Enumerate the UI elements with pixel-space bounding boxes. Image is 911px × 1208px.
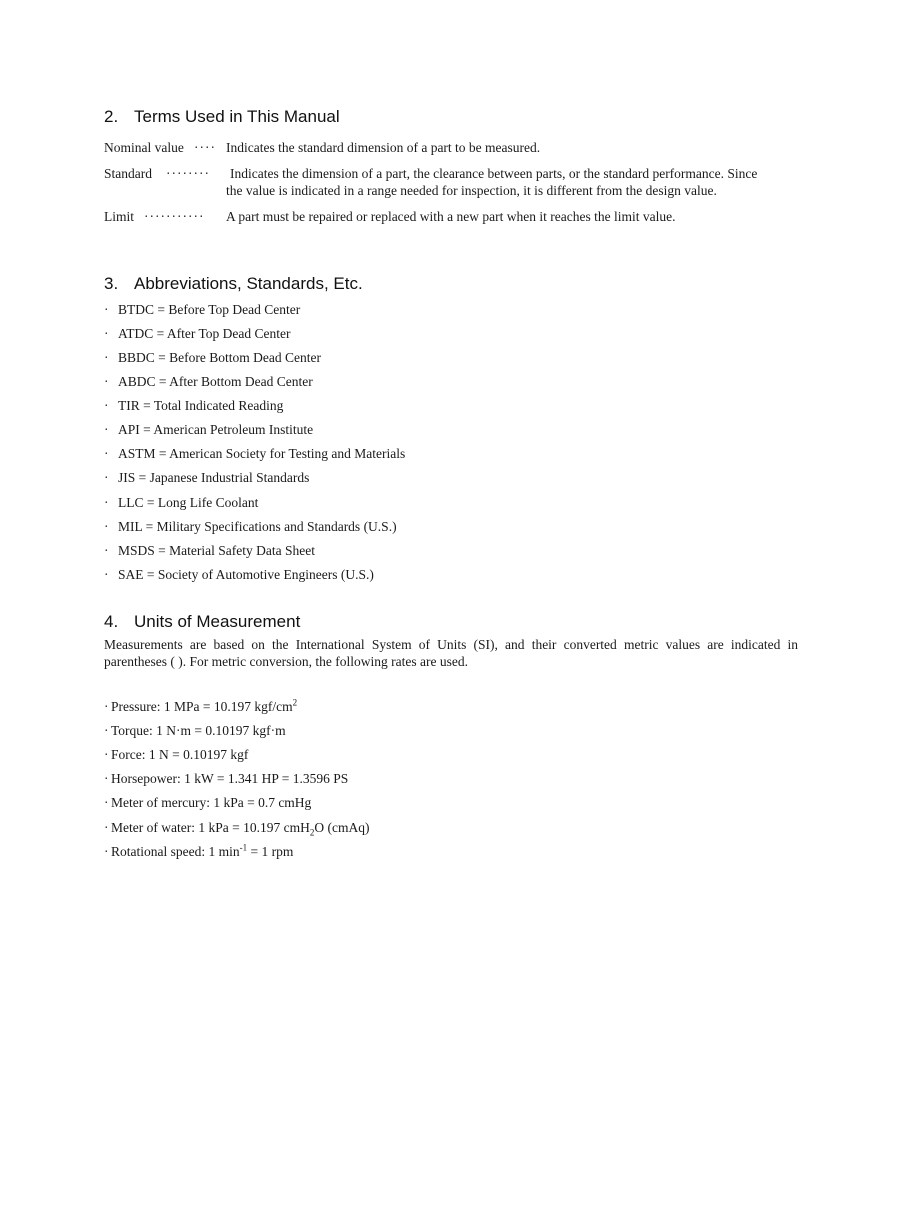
unit-item-pressure: · Pressure: 1 MPa = 10.197 kgf/$cm^2$ — [104, 697, 298, 714]
term-leader-dots: ········ — [166, 166, 210, 181]
section-number: 2. — [104, 107, 119, 126]
term-description-continued: the value is indicated in a range needed for inspection, it is different from the design value. — [226, 183, 717, 198]
unit-item-force: · Force: 1 N = 0.10197 kgf — [104, 747, 249, 762]
abbreviation-item: · MIL = Military Specifications and Standards (U.S.) — [104, 519, 397, 534]
unit-item-mercury: · Meter of mercury: 1 kPa = 0.7 cmHg — [104, 795, 312, 810]
abbreviation-item: · ASTM = American Society for Testing and Materials — [104, 446, 406, 461]
section-4-heading — [104, 612, 300, 632]
section-title: Abbreviations, Standards, Etc. — [134, 274, 363, 293]
section-3-heading — [104, 274, 363, 294]
section-number: 4. — [104, 612, 119, 631]
unit-item-horsepower: · Horsepower: 1 kW = 1.341 HP = 1.3596 PS — [104, 771, 349, 786]
term-description: A part must be repaired or replaced with a new part when it reaches the limit value. — [226, 209, 676, 224]
term-description: Indicates the dimension of a part, the clearance between parts, or the standard performance. Since — [230, 166, 758, 181]
unit-item-rotational-speed: · Rotational speed: 1 $\min^{-1} = 1$ rpm — [104, 842, 294, 859]
abbreviation-item: · SAE = Society of Automotive Engineers (U.S.) — [104, 567, 374, 582]
abbreviation-item: · BTDC = Before Top Dead Center — [104, 302, 301, 317]
abbreviation-item: · LLC = Long Life Coolant — [104, 495, 259, 510]
term-description: Indicates the standard dimension of a part to be measured. — [226, 140, 541, 155]
unit-item-torque: · Torque: 1 N·m = 0.10197 kgf·m — [104, 723, 286, 738]
abbreviation-item: · TIR = Total Indicated Reading — [104, 398, 284, 413]
abbreviation-item: · BBDC = Before Bottom Dead Center — [104, 350, 321, 365]
term-label: Standard — [104, 166, 152, 181]
section-2-heading — [104, 107, 340, 127]
abbreviation-item: · ABDC = After Bottom Dead Center — [104, 374, 313, 389]
abbreviation-item: · ATDC = After Top Dead Center — [104, 326, 291, 341]
abbreviation-item: · MSDS = Material Safety Data Sheet — [104, 543, 315, 558]
section-title: Terms Used in This Manual — [134, 107, 340, 126]
term-leader-dots: ···· — [194, 140, 216, 155]
term-label: Limit — [104, 209, 134, 224]
unit-item-water: · Meter of water: 1 kPa = 10.197 cmH$_2$O (cmAq) — [104, 820, 370, 838]
abbreviation-item: · API = American Petroleum Institute — [104, 422, 314, 437]
section-title: Units of Measurement — [134, 612, 301, 631]
term-leader-dots: ··········· — [144, 209, 205, 224]
term-label: Nominal value — [104, 140, 184, 155]
section-number: 3. — [104, 274, 119, 293]
units-intro-paragraph: Measurements are based on the International System of Units (SI), and their converted metric values are indicated in parentheses ( ). For metric conversion, the following rates are used. — [104, 637, 798, 669]
abbreviation-item: · JIS = Japanese Industrial Standards — [104, 470, 310, 485]
